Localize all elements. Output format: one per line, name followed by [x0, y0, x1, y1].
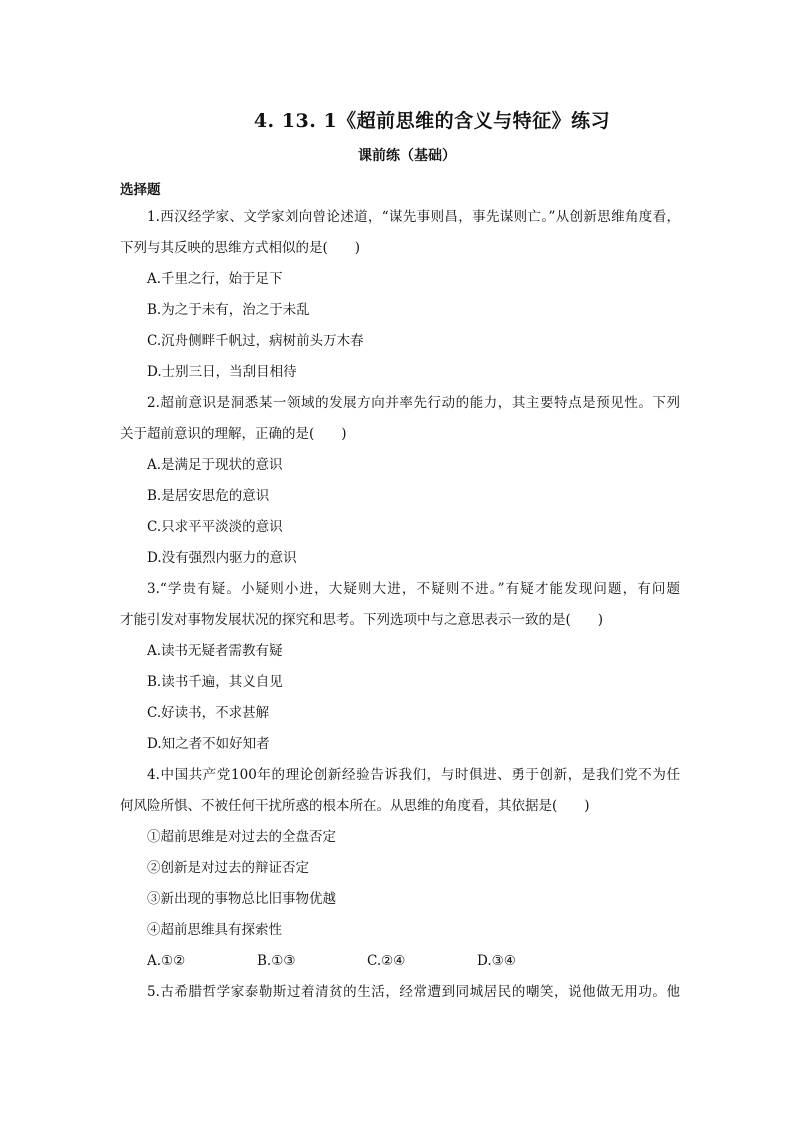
question-3-option-b: B.读书千遍，其义自见 [147, 674, 283, 690]
question-3-option-d: D.知之者不如好知者 [147, 736, 270, 752]
document-subtitle: 课前练（基础） [358, 148, 456, 164]
question-1-option-d: D.士别三日，当刮目相待 [147, 364, 297, 380]
question-4-option-a: A.①② [147, 953, 186, 969]
question-4-option-b: B.①③ [257, 953, 296, 969]
question-3-option-a: A.读书无疑者需教有疑 [147, 643, 283, 659]
question-1-line-1: 1.西汉经学家、文学家刘向曾论述道，“谋先事则昌，事先谋则亡。”从创新思维角度看， [147, 209, 680, 225]
question-1-option-c: C.沉舟侧畔千帆过，病树前头万木春 [147, 333, 364, 349]
question-2-option-d: D.没有强烈内驱力的意识 [147, 550, 297, 566]
question-4-statement-4: ④超前思维具有探索性 [147, 922, 282, 938]
question-4-option-d: D.③④ [477, 953, 516, 969]
question-4-statement-1: ①超前思维是对过去的全盘否定 [147, 829, 336, 845]
document-title: 4. 13. 1《超前思维的含义与特征》练习 [253, 110, 611, 132]
question-2-line-1: 2.超前意识是洞悉某一领域的发展方向并率先行动的能力，其主要特点是预见性。下列 [147, 395, 680, 411]
question-1-option-b: B.为之于未有，治之于未乱 [147, 302, 310, 318]
question-4-line-1: 4.中国共产党100年的理论创新经验告诉我们，与时俱进、勇于创新，是我们党不为任 [147, 767, 680, 783]
question-4-options [120, 946, 680, 977]
question-4-statement-3: ③新出现的事物总比旧事物优越 [147, 891, 336, 907]
question-1-option-a: A.千里之行，始于足下 [147, 271, 283, 287]
question-3-line-1: 3.“学贵有疑。小疑则小进，大疑则大进，不疑则不进。”有疑才能发现问题，有问题 [147, 581, 680, 597]
question-4-statement-2: ②创新是对过去的辩证否定 [147, 860, 309, 876]
question-3-line-2: 才能引发对事物发展状况的探究和思考。下列选项中与之意思表示一致的是( ) [120, 612, 604, 628]
question-2-option-c: C.只求平平淡淡的意识 [147, 519, 283, 535]
question-4-line-2: 何风险所惧、不被任何干扰所惑的根本所在。从思维的角度看，其依据是( ) [120, 798, 590, 814]
question-3-option-c: C.好读书，不求甚解 [147, 705, 270, 721]
question-1-line-2: 下列与其反映的思维方式相似的是( ) [120, 240, 361, 256]
question-2-option-a: A.是满足于现状的意识 [147, 457, 283, 473]
section-label: 选择题 [120, 182, 161, 198]
question-5-line-1: 5.古希腊哲学家泰勒斯过着清贫的生活，经常遭到同城居民的嘲笑，说他做无用功。他 [147, 984, 680, 1000]
question-2-option-b: B.是居安思危的意识 [147, 488, 270, 504]
question-4-option-c: C.②④ [367, 953, 406, 969]
question-list [120, 202, 680, 1008]
question-2-line-2: 关于超前意识的理解，正确的是( ) [120, 426, 347, 442]
